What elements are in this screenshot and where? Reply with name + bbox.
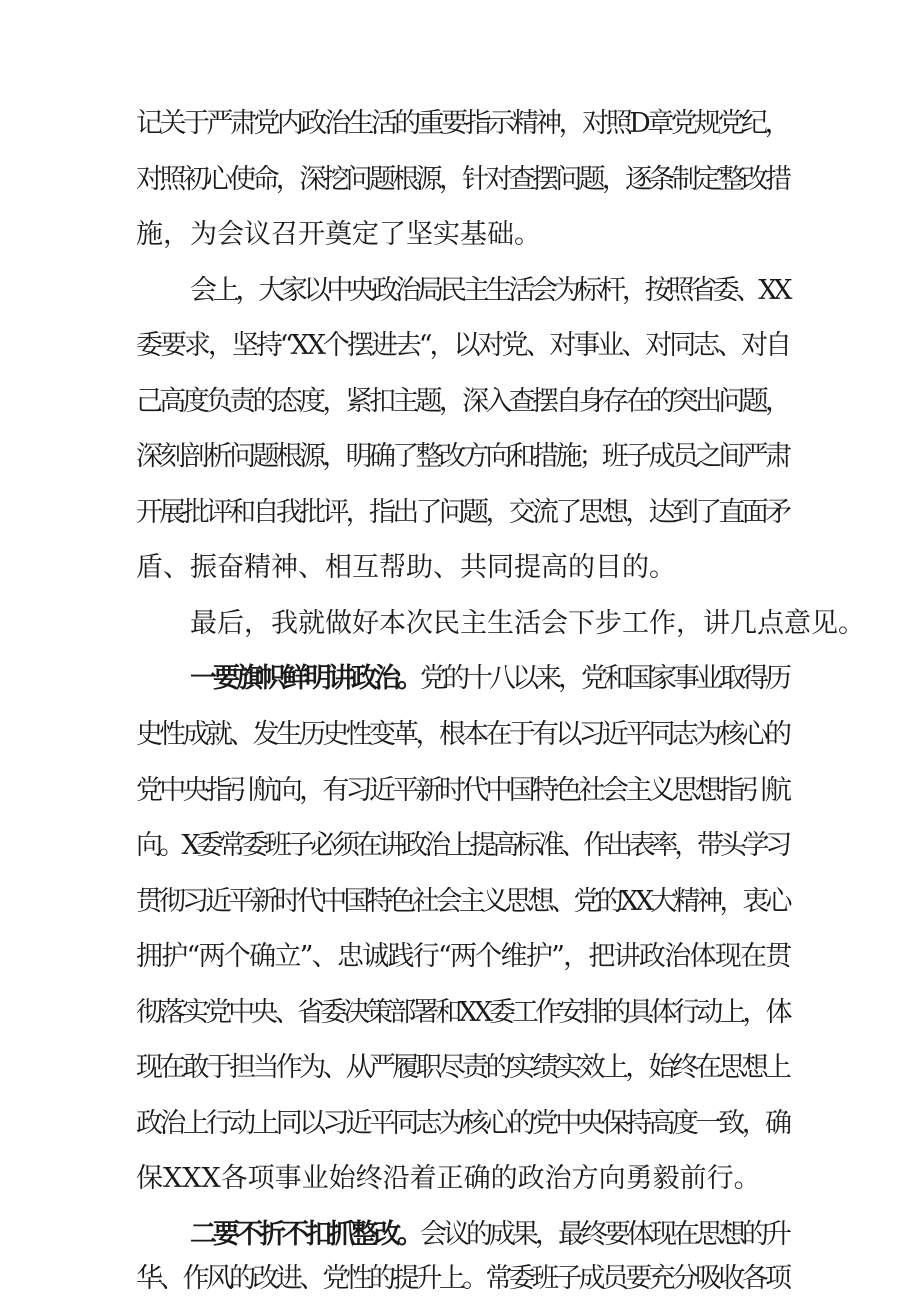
paragraph-4-line-9 (0, 1104, 920, 1144)
paragraph-4-line-1 (0, 659, 920, 699)
paragraph-2-line-6 (0, 548, 920, 588)
paragraph-2-line-3 (0, 382, 920, 422)
paragraph-2-line-1 (0, 271, 920, 311)
text-line: 贯彻习近平新时代中国特色社会主义思想、党的XX大精神，衷心 (136, 886, 789, 917)
paragraph-4-line-10 (0, 1159, 920, 1199)
text-line: 史性成就、发生历史性变革，根本在于有以习近平同志为核心的 (136, 719, 789, 750)
text-line: 对照初心使命，深挖问题根源，针对查摆问题，逐条制定整改措 (136, 164, 789, 195)
paragraph-1-line-1 (0, 104, 920, 144)
text-line: 会上，大家以中央政治局民主生活会为标杆，按照省委、XX (190, 275, 789, 306)
paragraph-3-line-1 (0, 604, 920, 644)
text-line: 开展批评和自我批评，指出了问题，交流了思想，达到了直面矛 (136, 497, 789, 528)
section-heading: 二要不折不扣抓整改。 (190, 1219, 420, 1250)
text-line: 华、作风的改进、党性的提升上。常委班子成员要充分吸收各项 (136, 1263, 789, 1294)
paragraph-1-line-2 (0, 160, 920, 200)
paragraph-5-line-1 (0, 1215, 920, 1255)
text-line: 党中央指引航向，有习近平新时代中国特色社会主义思想指引航 (136, 775, 789, 806)
text-line: 政治上行动上同以习近平同志为核心的党中央保持高度一致，确 (136, 1108, 789, 1139)
paragraph-4-line-7 (0, 993, 920, 1033)
text-line: 深刻剖析问题根源，明确了整改方向和措施；班子成员之间严肃 (136, 441, 789, 472)
paragraph-4-first-line (190, 659, 792, 699)
text-line: 向。X委常委班子必须在讲政治上提高标准、作出表率，带头学习 (136, 830, 788, 861)
paragraph-4-line-6 (0, 937, 920, 977)
text-line: 彻落实党中央、省委决策部署和XX委工作安排的具体行动上，体 (136, 997, 789, 1028)
text-line: 保XXX各项事业始终沿着正确的政治方向勇毅前行。 (136, 1163, 761, 1194)
paragraph-5-line-2 (0, 1259, 920, 1299)
paragraph-4-line-3 (0, 771, 920, 811)
paragraph-2-line-5 (0, 493, 920, 533)
text-line: 党的十八以来，党和国家事业取得历 (420, 663, 788, 694)
paragraph-4-line-8 (0, 1048, 920, 1088)
paragraph-4-line-4 (0, 826, 920, 866)
text-line: 委要求，坚持“XX个摆进去“，以对党、对事业、对同志、对自 (136, 330, 790, 361)
text-line: 最后，我就做好本次民主生活会下步工作，讲几点意见。 (190, 608, 865, 639)
paragraph-1-line-3 (0, 215, 920, 255)
text-line: 记关于严肃党内政治生活的重要指示精神，对照D章党规党纪， (136, 108, 789, 139)
text-line: 己高度负责的态度，紧扣主题，深入查摆自身存在的突出问题， (136, 386, 789, 417)
text-line: 盾、振奋精神、相互帮助、共同提高的目的。 (136, 552, 676, 583)
paragraph-2-line-2 (0, 326, 920, 366)
text-line: 拥护“两个确立”、忠诚践行“两个维护”，把讲政治体现在贯 (136, 941, 791, 972)
section-heading: 一要旗帜鲜明讲政治。 (190, 663, 420, 694)
paragraph-4-line-2 (0, 715, 920, 755)
paragraph-4-line-5 (0, 882, 920, 922)
text-line: 施，为会议召开奠定了坚实基础。 (136, 219, 541, 250)
text-line: 会议的成果，最终要体现在思想的升 (420, 1219, 788, 1250)
paragraph-2-line-4 (0, 437, 920, 477)
text-line: 现在敢于担当作为、从严履职尽责的实绩实效上，始终在思想上 (136, 1052, 789, 1083)
paragraph-5-first-line (190, 1215, 792, 1255)
